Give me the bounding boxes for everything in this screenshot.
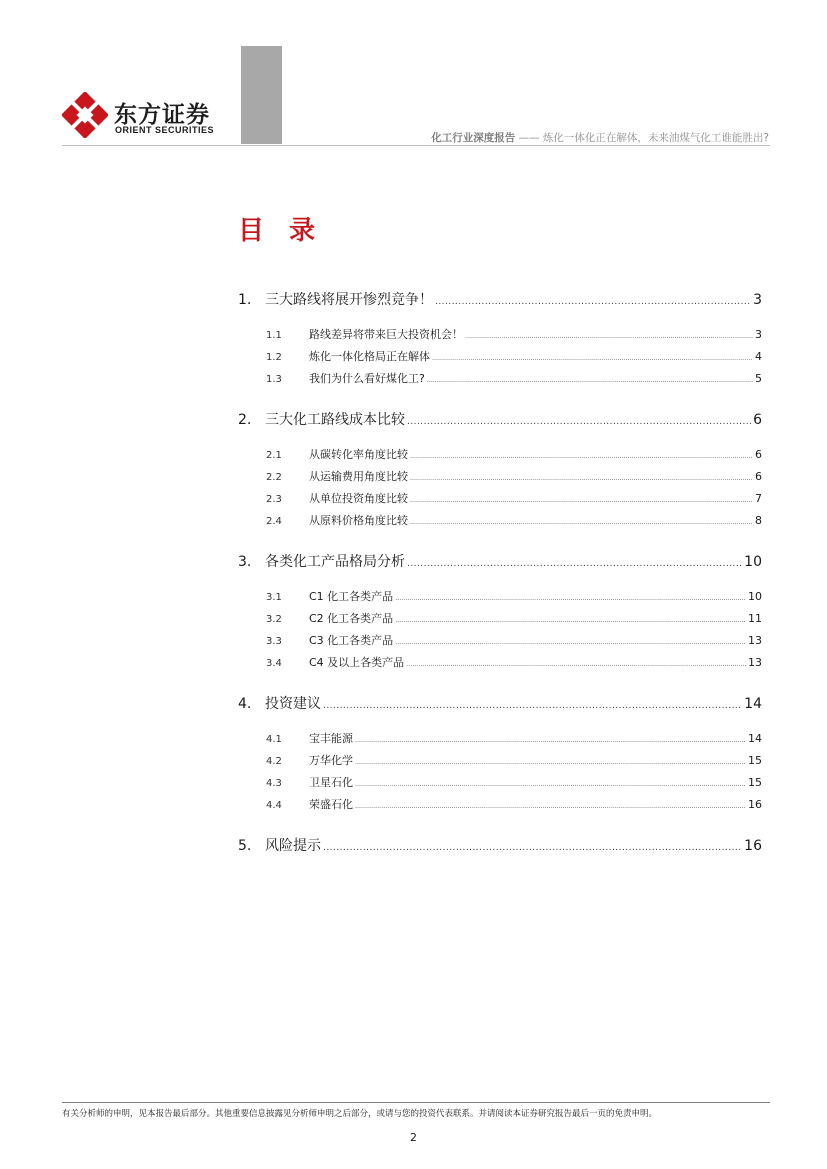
toc-gap bbox=[238, 715, 762, 730]
toc-subsection-entry[interactable] bbox=[266, 610, 762, 632]
toc-subsection-entry[interactable] bbox=[266, 796, 762, 818]
toc-subsection-number: 1.3 bbox=[266, 374, 282, 385]
toc-subsection-entry[interactable] bbox=[266, 348, 762, 370]
orient-logo-icon bbox=[62, 92, 108, 138]
toc-section-label: 投资建议 bbox=[265, 696, 321, 712]
report-title: 炼化一体化正在解体，未来油煤气化工谁能胜出? bbox=[542, 132, 769, 144]
toc-subsection-page: 8 bbox=[755, 514, 762, 527]
toc-subsection-label: 从单位投资角度比较 bbox=[309, 492, 408, 505]
toc-subsection-entry[interactable] bbox=[266, 654, 762, 676]
toc-subsection-number: 4.2 bbox=[266, 756, 282, 767]
toc-subsection-entry[interactable] bbox=[266, 752, 762, 774]
toc-subsection-entry[interactable] bbox=[266, 730, 762, 752]
toc-subsection-page: 15 bbox=[748, 754, 762, 767]
header-separator: —— bbox=[518, 132, 540, 144]
toc-subsection-entry[interactable] bbox=[266, 446, 762, 468]
toc-section-number: 5. bbox=[238, 838, 252, 854]
toc-subsection-number: 4.3 bbox=[266, 778, 282, 789]
toc-subsection-number: 2.1 bbox=[266, 450, 282, 461]
toc-subsection-label: C2 化工各类产品 bbox=[309, 612, 394, 625]
toc-section-page: 3 bbox=[753, 292, 762, 308]
toc-subsection-page: 6 bbox=[755, 470, 762, 483]
report-type: 化工行业深度报告 bbox=[431, 132, 516, 144]
footer-disclaimer: 有关分析师的申明，见本报告最后部分。其他重要信息披露见分析师申明之后部分，或请与您的投资代表联系。并请阅读本证券研究报告最后一页的免责申明。 bbox=[62, 1109, 658, 1119]
toc-gap bbox=[238, 676, 762, 692]
toc-leader-dots bbox=[435, 297, 751, 307]
toc-section-label: 三大路线将展开惨烈竞争！ bbox=[265, 292, 433, 308]
toc-subsection-label: 炼化一体化格局正在解体 bbox=[309, 350, 430, 363]
toc-gap bbox=[238, 818, 762, 834]
toc-section-label: 三大化工路线成本比较 bbox=[265, 412, 405, 428]
toc-subsection-label: 卫星石化 bbox=[309, 776, 353, 789]
toc-leader-dots bbox=[407, 559, 742, 569]
toc-subsection-label: 荣盛石化 bbox=[309, 798, 353, 811]
toc-section-entry[interactable] bbox=[238, 289, 762, 311]
toc-subsection-label: C1 化工各类产品 bbox=[309, 590, 394, 603]
toc-subsection-entry[interactable] bbox=[266, 512, 762, 534]
toc-subsection-label: C4 及以上各类产品 bbox=[309, 656, 405, 669]
toc-subsection-page: 14 bbox=[748, 732, 762, 745]
toc-subsection-label: 从碳转化率角度比较 bbox=[309, 448, 408, 461]
page-number: 2 bbox=[410, 1131, 417, 1144]
toc-subsection-number: 3.4 bbox=[266, 658, 282, 669]
toc-subsection-entry[interactable] bbox=[266, 774, 762, 796]
toc-subsection-label: 从运输费用角度比较 bbox=[309, 470, 408, 483]
toc-leader-dots bbox=[395, 617, 746, 624]
toc-subsection-page: 11 bbox=[748, 612, 762, 625]
toc-subsection-entry[interactable] bbox=[266, 490, 762, 512]
toc-subsection-page: 7 bbox=[755, 492, 762, 505]
toc-leader-dots bbox=[406, 661, 746, 668]
toc-section-page: 16 bbox=[744, 838, 762, 854]
toc-leader-dots bbox=[410, 497, 753, 504]
toc-subsection-number: 4.4 bbox=[266, 800, 282, 811]
toc-section-number: 4. bbox=[238, 696, 252, 712]
toc-subsection-entry[interactable] bbox=[266, 588, 762, 610]
toc-subsection-page: 13 bbox=[748, 634, 762, 647]
toc-subsection-page: 10 bbox=[748, 590, 762, 603]
toc-gap bbox=[238, 431, 762, 446]
toc-subsection-label: 我们为什么看好煤化工? bbox=[309, 372, 425, 385]
toc-subsection-label: 万华化学 bbox=[309, 754, 353, 767]
table-of-contents bbox=[238, 288, 762, 857]
toc-subsection-label: 宝丰能源 bbox=[309, 732, 353, 745]
toc-subsection-page: 4 bbox=[755, 350, 762, 363]
toc-subsection-number: 1.1 bbox=[266, 330, 282, 341]
toc-gap bbox=[238, 573, 762, 588]
toc-subsection-number: 2.2 bbox=[266, 472, 282, 483]
toc-subsection-page: 3 bbox=[755, 328, 762, 341]
toc-subsection-number: 3.2 bbox=[266, 614, 282, 625]
toc-subsection-number: 4.1 bbox=[266, 734, 282, 745]
toc-leader-dots bbox=[407, 417, 751, 427]
toc-leader-dots bbox=[432, 355, 753, 362]
toc-subsection-entry[interactable] bbox=[266, 370, 762, 392]
toc-gap bbox=[238, 392, 762, 408]
toc-leader-dots bbox=[355, 803, 746, 810]
toc-section-entry[interactable] bbox=[238, 693, 762, 715]
toc-leader-dots bbox=[465, 333, 753, 340]
toc-section-page: 6 bbox=[753, 412, 762, 428]
toc-subsection-number: 3.3 bbox=[266, 636, 282, 647]
toc-subsection-page: 6 bbox=[755, 448, 762, 461]
toc-leader-dots bbox=[410, 453, 753, 460]
toc-section-entry[interactable] bbox=[238, 409, 762, 431]
toc-subsection-label: C3 化工各类产品 bbox=[309, 634, 394, 647]
toc-subsection-page: 15 bbox=[748, 776, 762, 789]
toc-subsection-page: 13 bbox=[748, 656, 762, 669]
toc-subsection-number: 2.4 bbox=[266, 516, 282, 527]
toc-subsection-entry[interactable] bbox=[266, 326, 762, 348]
toc-subsection-label: 路线差异将带来巨大投资机会！ bbox=[309, 328, 463, 341]
toc-subsection-number: 1.2 bbox=[266, 352, 282, 363]
brand-name-cn: 东方证券 bbox=[114, 102, 210, 128]
toc-leader-dots bbox=[355, 737, 746, 744]
toc-subsection-page: 16 bbox=[748, 798, 762, 811]
toc-leader-dots bbox=[323, 843, 742, 853]
toc-leader-dots bbox=[355, 781, 746, 788]
toc-leader-dots bbox=[410, 519, 753, 526]
toc-section-label: 风险提示 bbox=[265, 838, 321, 854]
toc-section-number: 3. bbox=[238, 554, 252, 570]
toc-subsection-entry[interactable] bbox=[266, 468, 762, 490]
toc-leader-dots bbox=[427, 377, 753, 384]
report-header bbox=[431, 130, 769, 145]
header-rule bbox=[62, 145, 770, 146]
toc-leader-dots bbox=[323, 701, 742, 711]
toc-section-label: 各类化工产品格局分析 bbox=[265, 554, 405, 570]
toc-gap bbox=[238, 534, 762, 550]
toc-section-entry[interactable] bbox=[238, 551, 762, 573]
toc-subsection-page: 5 bbox=[755, 372, 762, 385]
header-accent-bar bbox=[241, 46, 282, 144]
toc-gap bbox=[238, 311, 762, 326]
brand-name-en: ORIENT SECURITIES bbox=[115, 125, 215, 135]
toc-leader-dots bbox=[355, 759, 746, 766]
toc-section-entry[interactable] bbox=[238, 835, 762, 857]
toc-leader-dots bbox=[395, 639, 746, 646]
toc-subsection-number: 2.3 bbox=[266, 494, 282, 505]
footer-rule bbox=[62, 1102, 770, 1103]
toc-section-number: 1. bbox=[238, 292, 252, 308]
company-logo bbox=[62, 92, 230, 138]
toc-leader-dots bbox=[395, 595, 746, 602]
toc-section-number: 2. bbox=[238, 412, 252, 428]
toc-subsection-label: 从原料价格角度比较 bbox=[309, 514, 408, 527]
toc-subsection-entry[interactable] bbox=[266, 632, 762, 654]
toc-section-page: 14 bbox=[744, 696, 762, 712]
toc-heading: 目 录 bbox=[238, 216, 324, 246]
toc-section-page: 10 bbox=[744, 554, 762, 570]
toc-subsection-number: 3.1 bbox=[266, 592, 282, 603]
toc-leader-dots bbox=[410, 475, 753, 482]
